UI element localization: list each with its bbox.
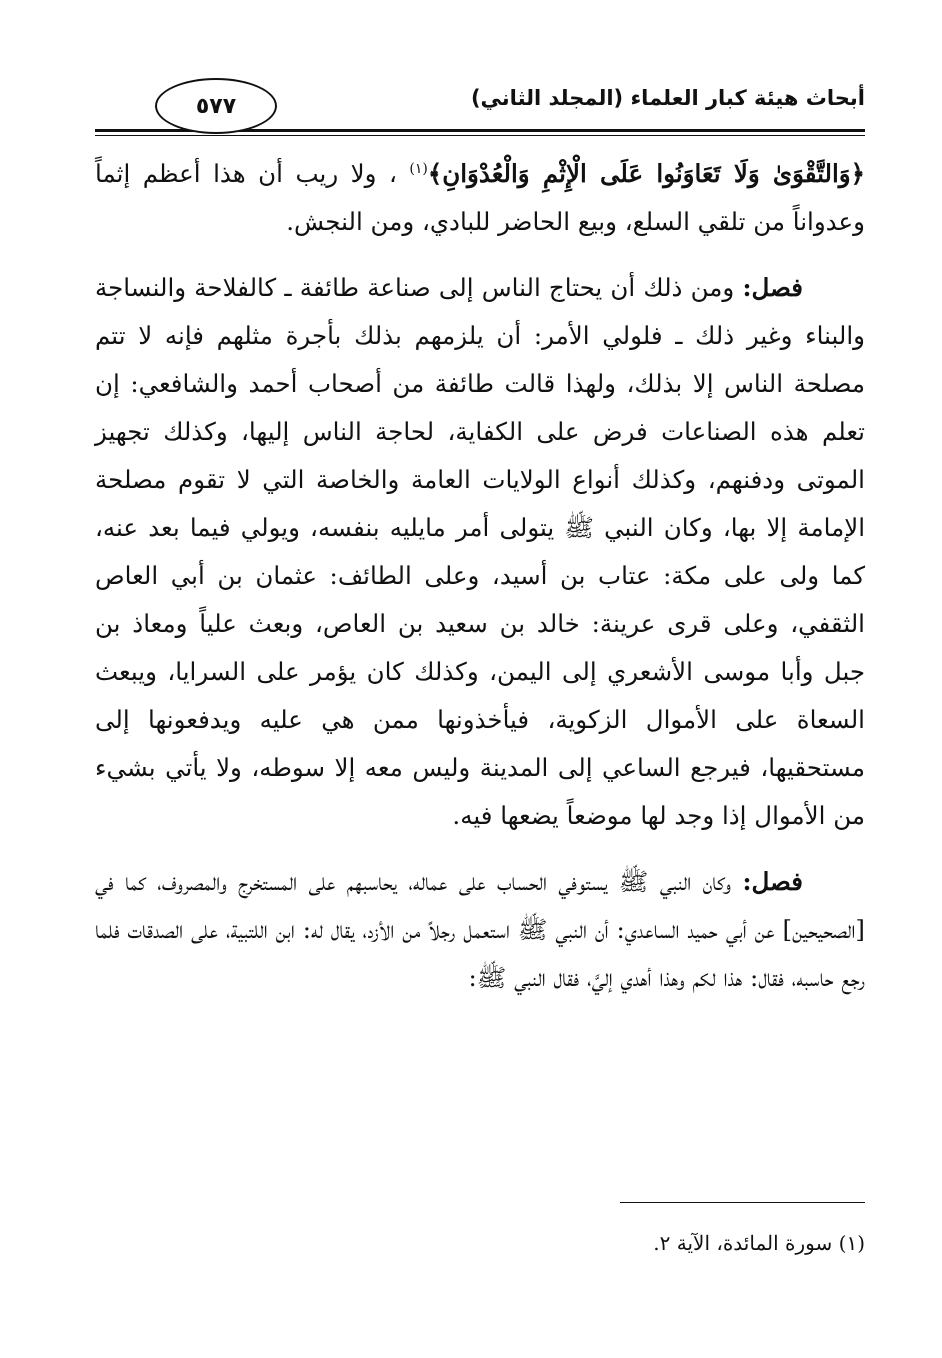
paragraph-1-text: ، ولا ريب أن هذا أعظم إثماً وعدواناً من تلقي السلع، وبيع الحاضر للبادي، ومن النجش.	[95, 159, 865, 236]
section-lead: فصل:	[742, 273, 804, 302]
quran-verse: ﴿وَالتَّقْوَىٰ وَلَا تَعَاوَنُوا عَلَى الْإِثْمِ وَالْعُدْوَانِ﴾	[427, 159, 865, 188]
page-number-badge	[155, 78, 277, 134]
paragraph-2	[95, 264, 865, 840]
footnote-text: سورة المائدة، الآية ٢.	[653, 1231, 833, 1255]
body-text	[95, 150, 865, 1002]
footnote	[95, 1228, 865, 1258]
paragraph-3	[95, 858, 865, 1002]
footnote-separator	[620, 1202, 865, 1203]
paragraph-3-text: وكان النبي ﷺ يستوفي الحساب على عماله، يحاسبهم على المستخرج والمصروف، كما في [الصحيحين] عن أبي حميد الساعدي: أن النبي ﷺ استعمل رجلاً من الأزد، يقال له: ابن اللتبية، على الصدقات فلما رجع حاسبه، فقال: هذا لكم وهذا أهدي إليَّ، فقال النبي ﷺ:	[95, 867, 865, 992]
page-header	[95, 80, 865, 128]
section-lead: فصل:	[742, 867, 803, 896]
footnote-ref: (١)	[409, 160, 428, 177]
paragraph-1	[95, 150, 865, 246]
paragraph-2-text: ومن ذلك أن يحتاج الناس إلى صناعة طائفة ـ كالفلاحة والنساجة والبناء وغير ذلك ـ فلولي الأمر: أن يلزمهم بذلك بأجرة مثلهم فإنه لا تتم مصلحة الناس إلا بذلك، ولهذا قالت طائفة من أصحاب أحمد والشافعي: إن تعلم هذه الصناعات فرض على الكفاية، لحاجة الناس إليها، وكذلك تجهيز الموتى ودفنهم، وكذلك أنواع الولايات العامة والخاصة التي لا تقوم مصلحة الإمامة إلا بها، وكان النبي ﷺ يتولى أمر مايليه بنفسه، ويولي فيما بعد عنه، كما ولى على مكة: عتاب بن أسيد، وعلى الطائف: عثمان بن أبي العاص الثقفي، وعلى قرى عرينة: خالد بن سعيد بن العاص، وبعث علياً ومعاذ بن جبل وأبا موسى الأشعري إلى اليمن، وكذلك كان يؤمر على السرايا، ويبعث السعاة على الأموال الزكوية، فيأخذونها ممن هي عليه ويدفعونها إلى مستحقيها، فيرجع الساعي إلى المدينة وليس معه إلا سوطه، ولا يأتي بشيء من الأموال إذا وجد لها موضعاً يضعها فيه.	[95, 273, 865, 830]
page-number: ٥٧٧	[195, 93, 237, 119]
running-title: أبحاث هيئة كبار العلماء (المجلد الثاني)	[470, 86, 865, 110]
footnote-marker: (١)	[838, 1231, 865, 1255]
header-rule-thin	[95, 135, 865, 136]
